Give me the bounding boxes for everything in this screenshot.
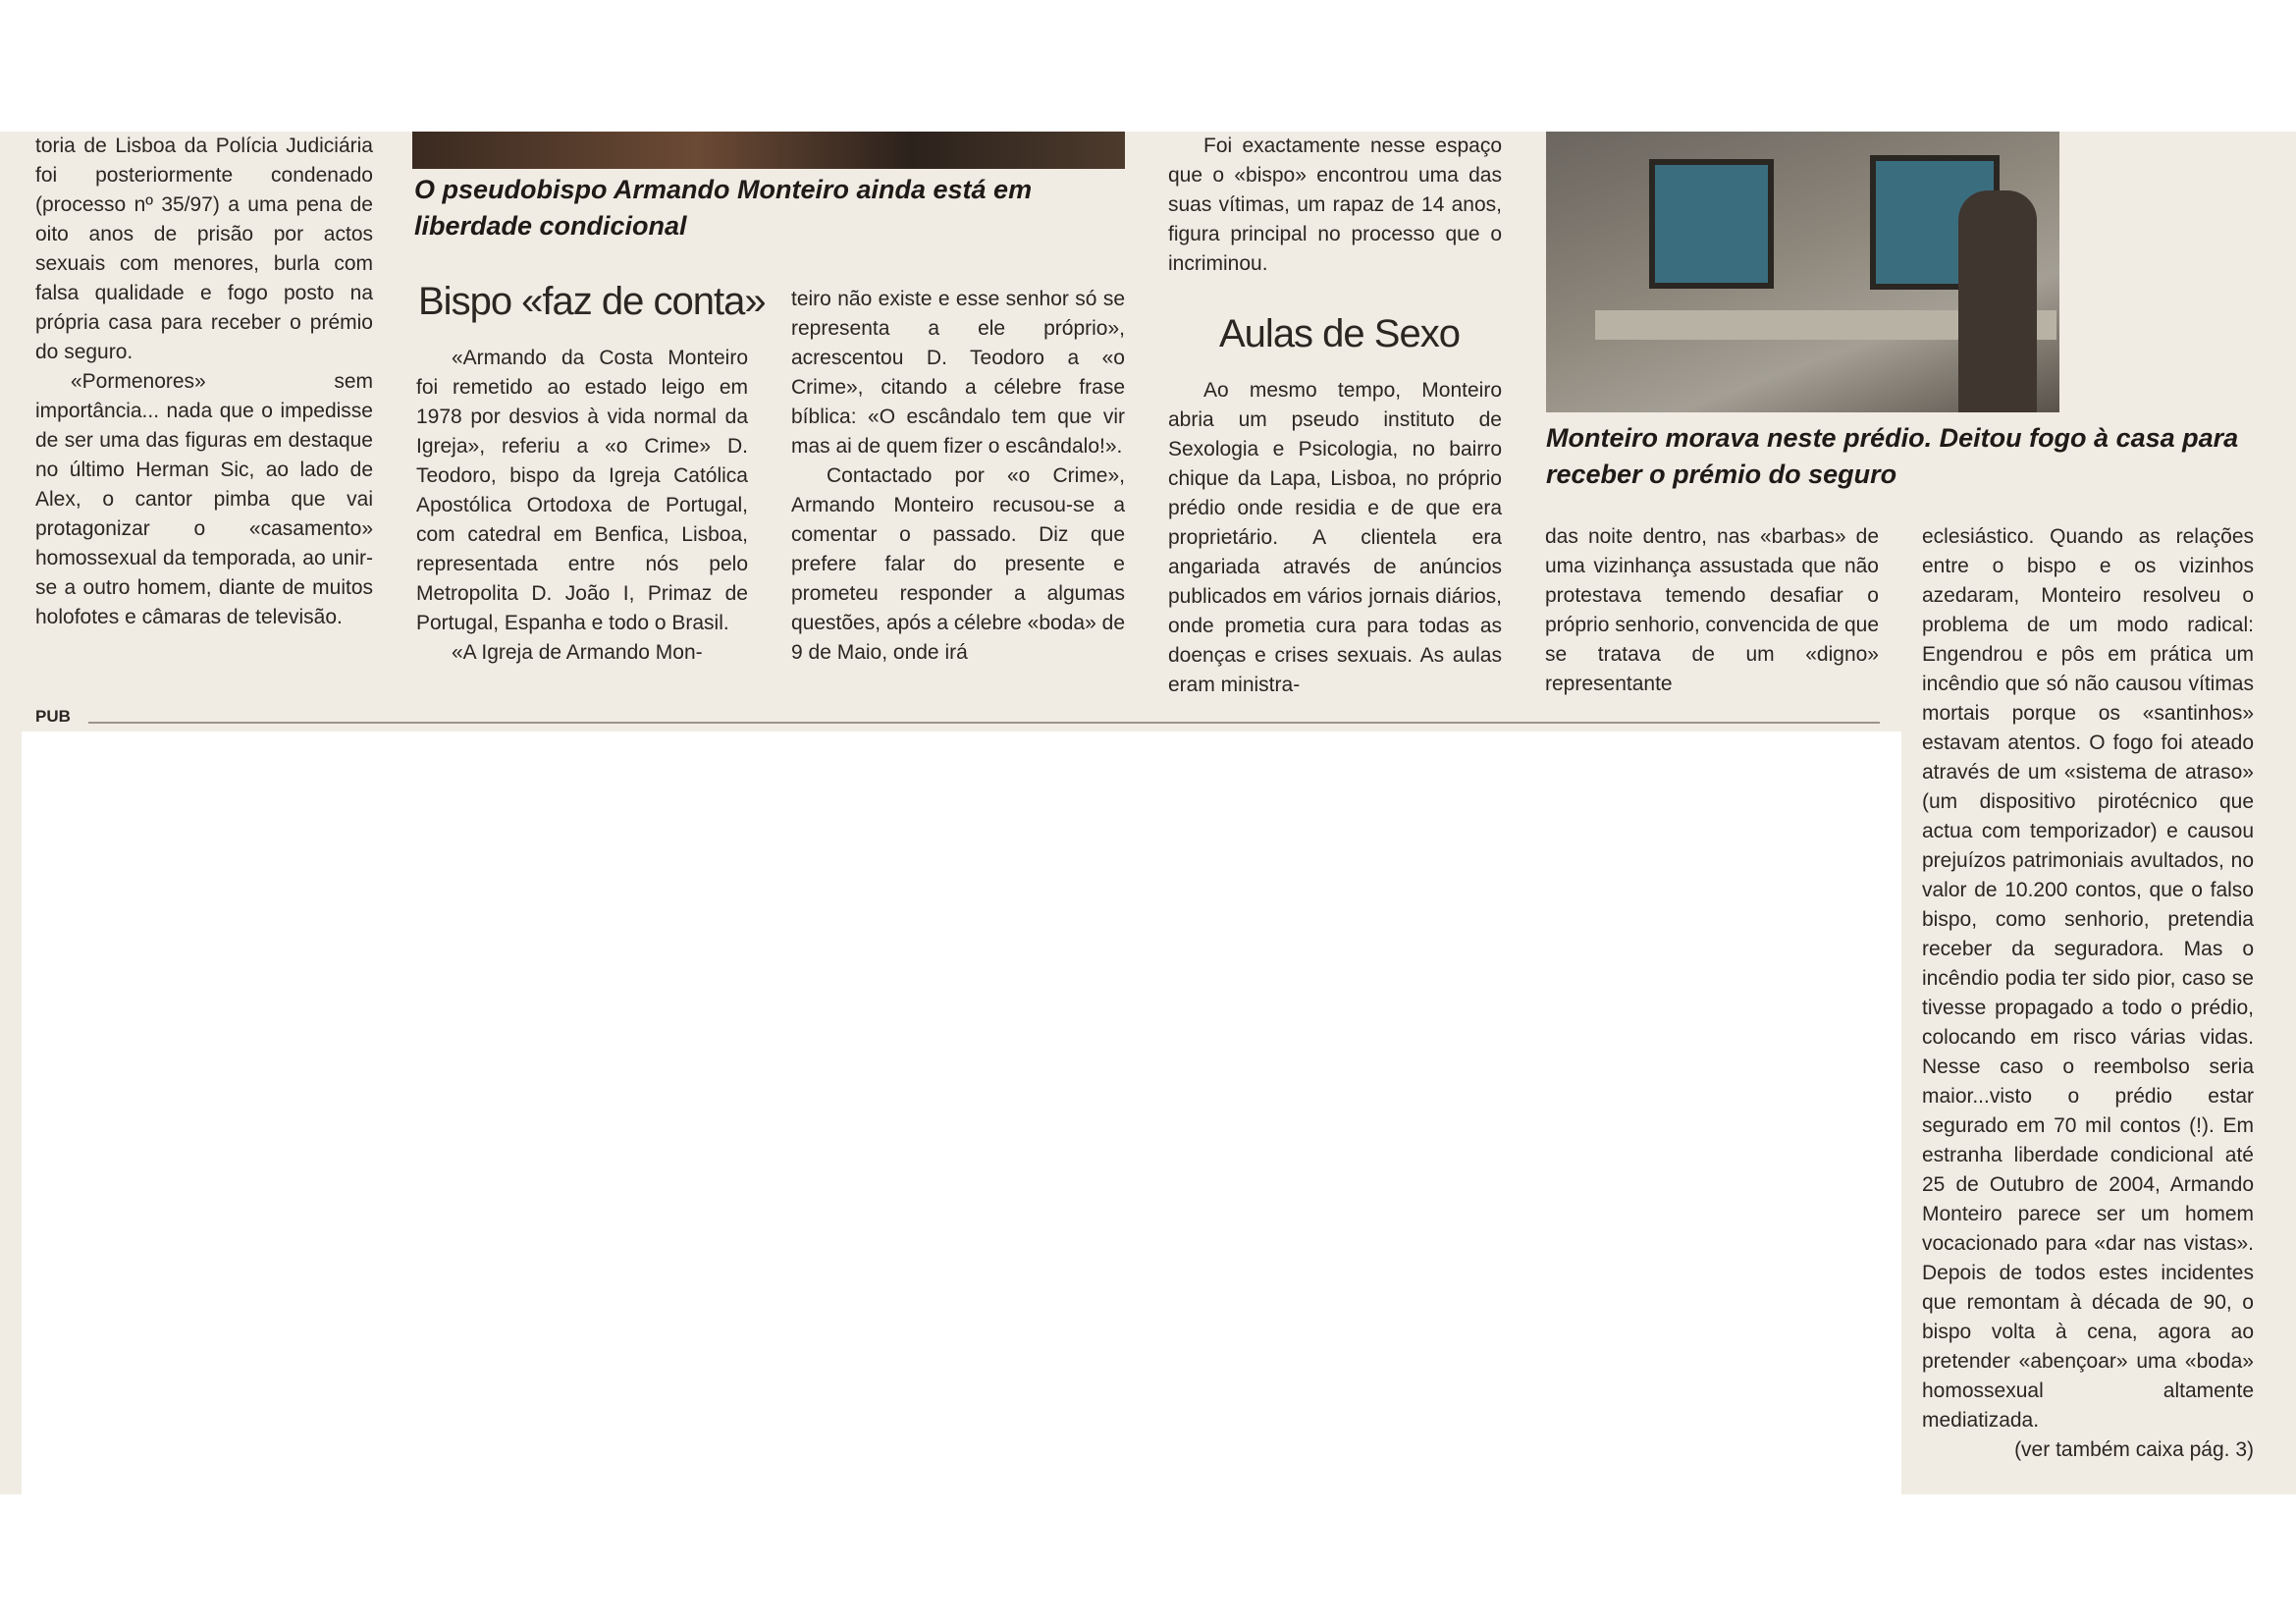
person-figure [1958,190,2037,412]
article-column-3 [791,285,1125,668]
column-4-paragraph: Foi exactamente nesse espaço que o «bispo» encontrou uma das suas vítimas, um rapaz de 14 anos, figura principal no processo que o incriminou. [1168,135,1502,275]
column-2-paragraph: «Armando da Costa Monteiro foi remetido ao estado leigo em 1978 por desvios à vida normal da Igreja», referiu a «o Crime» D. Teodoro, bispo da Igreja Católica Apostólica Ortodoxa de Portugal, com catedral em Benfica, Lisboa, representada entre nós pelo Metropolita D. João I, Primaz de Portugal, Espanha e todo o Brasil. [416,347,748,634]
column-2-paragraph: «A Igreja de Armando Mon- [452,641,703,664]
section-heading-bispo: Bispo «faz de conta» [418,280,766,323]
photo-caption-bishop: O pseudobispo Armando Monteiro ainda está em liberdade condicional [414,175,1033,241]
bishop-photo [412,132,1125,169]
window-shutter [1649,159,1774,289]
column-1-paragraph: toria de Lisboa da Polícia Judiciária foi posteriormente condenado (processo nº 35/97) a uma pena de oito anos de prisão por actos sexuais com menores, burla com falsa qualidade e fogo posto na própria casa para receber o prémio do seguro. [35,135,373,363]
article-column-4-continued [1168,376,1502,700]
column-6-paragraph: eclesiástico. Quando as relações entre o bispo e os vizinhos azedaram, Monteiro resolveu o problema de um modo radical: Engendrou e pôs em prática um incêndio que só não causou vítimas mortais porque os «santinhos» estavam atentos. O fogo foi ateado através de um «sistema de atraso» (um dispositivo pirotécnico que actua com temporizador) e causou prejuízos patrimoniais avultados, no valor de 10.200 contos, que o falso bispo, como senhorio, pretendia receber da seguradora. Mas o incêndio podia ter sido pior, caso se tivesse propagado a todo o prédio, colocando em risco várias vidas. Nesse caso o reembolso seria maior...visto o prédio estar segurado em 70 mil contos (!). Em estranha liberdade condicional até 25 de Outubro de 2004, Armando Monteiro parece ser um homem vocacionado para «dar nas vistas». Depois de todos estes incidentes que remontam à década de 90, o bispo volta à cena, agora ao pretender «abençoar» uma «boda» homossexual altamente mediatizada. [1922,525,2254,1432]
column-3-paragraph: Contactado por «o Crime», Armando Monteiro recusou-se a comentar o passado. Diz que prefere falar do presente e prometeu responder a algumas questões, após a célebre «boda» de 9 de Maio, onde irá [791,464,1125,664]
column-4-paragraph: Ao mesmo tempo, Monteiro abria um pseudo instituto de Sexologia e Psicologia, no bairro chique da Lapa, Lisboa, no próprio prédio onde residia e de que era proprietário. A clientela era angariada através de anúncios publicados em vários jornais diários, onde prometia cura para todas as doenças e crises sexuais. As aulas eram ministra- [1168,379,1502,696]
advertisement-label: PUB [35,707,71,726]
blank-area [22,731,1901,1494]
article-column-4 [1168,132,1502,279]
column-6-footer: (ver também caixa pág. 3) [2014,1438,2254,1461]
article-column-6 [1922,522,2254,1465]
column-5-paragraph: das noite dentro, nas «barbas» de uma vizinhança assustada que não protestava temendo desafiar o próprio senhorio, convencida de que se tratava de um «digno» representante [1545,525,1879,695]
column-3-paragraph: teiro não existe e esse senhor só se representa a ele próprio», acrescentou D. Teodoro a «o Crime», citando a célebre frase bíblica: «O escândalo tem que vir mas ai de quem fizer o escândalo!». [791,288,1125,458]
article-column-5 [1545,522,1879,699]
divider-rule [88,722,1880,724]
photo-caption-building: Monteiro morava neste prédio. Deitou fogo à casa para receber o prémio do seguro [1546,423,2239,489]
section-heading-aulas: Aulas de Sexo [1219,312,1460,355]
article-column-2 [416,344,748,668]
column-1-paragraph: «Pormenores» sem importância... nada que o impedisse de ser uma das figuras em destaque no último Herman Sic, ao lado de Alex, o cantor pimba que vai protagonizar o «casamento» homossexual da temporada, ao unir-se a outro homem, diante de muitos holofotes e câmaras de televisão. [35,370,373,628]
article-column-1 [35,132,373,632]
building-photo [1546,132,2059,412]
